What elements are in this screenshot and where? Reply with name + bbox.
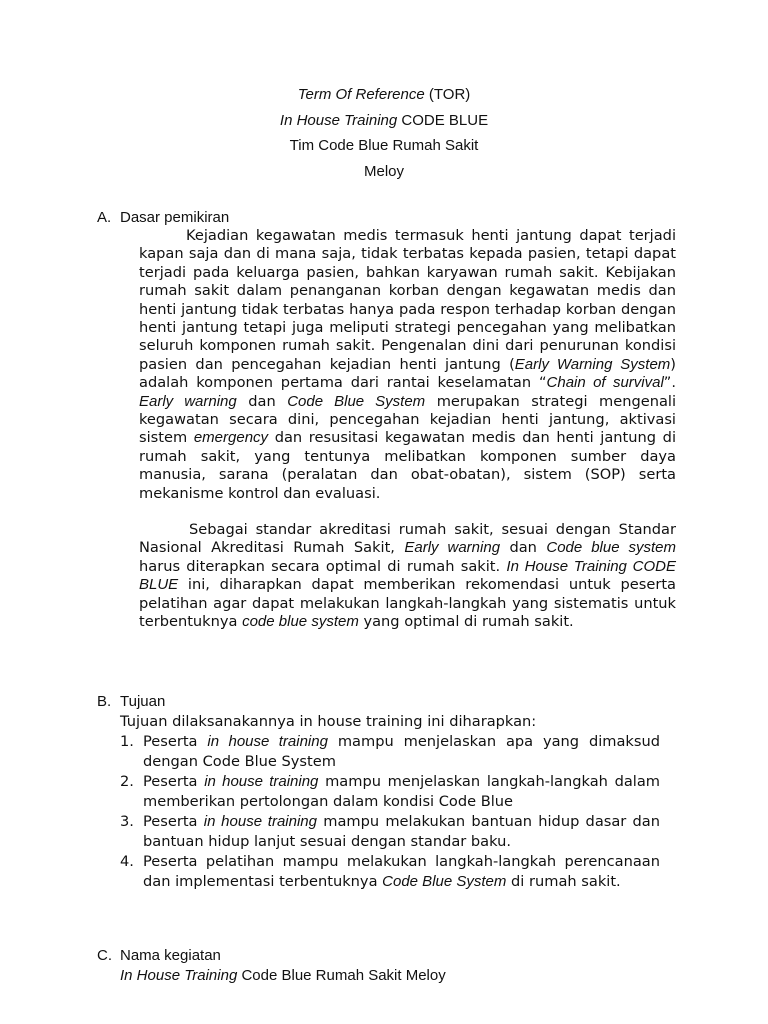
- goal-text: mampu melakukan bantuan hidup dasar dan bantuan hidup lanjut sesuai dengan standar baku.: [143, 813, 660, 850]
- p1-text-6: dan resusitasi kegawatan medis dan henti jantung di rumah sakit, yang tentunya melibatkan komponen sumber daya manusia, sarana (peralatan dan obat-obatan), sistem (SOP) serta mekanisme kontrol dan evaluasi.: [139, 429, 677, 502]
- section-a-heading: [97, 208, 229, 227]
- section-a-paragraph-2: [139, 521, 676, 631]
- goal-text: Peserta pelatihan mampu melakukan langkah-langkah perencanaan dan implementasi terbentuknya: [143, 853, 660, 890]
- p2-text-4: ini, diharapkan dapat memberikan rekomendasi untuk peserta pelatihan agar dapat melakukan langkah-langkah yang sistematis untuk terbentuknya: [139, 576, 676, 631]
- goal-text: di rumah sakit.: [506, 873, 621, 890]
- goal-item-4: [120, 852, 660, 892]
- p2-text-1: Sebagai standar akreditasi rumah sakit, sesuai dengan Standar Nasional Akreditasi Rumah Sakit,: [139, 521, 676, 557]
- p2-text-5: yang optimal di rumah sakit.: [358, 613, 574, 631]
- title-line-4: Meloy: [363, 162, 404, 180]
- section-b-heading: [97, 692, 165, 711]
- p1-text-1: Kejadian kegawatan medis termasuk henti jantung dapat terjadi kapan saja dan di mana saja, tidak terbatas kepada pasien, tetapi dapat terjadi pada keluarga pasien, bahkan karyawan rumah sakit. Kebijakan rumah sakit dalam penanganan korban dengan kegawatan medis dan henti jantung tidak terbatas hanya pada respon terhadap korban dengan henti jantung tetapi juga meliputi strategi pencegahan yang melibatkan seluruh komponen rumah sakit. Pengenalan dini dari penurunan kondisi pasien dan pencegahan kejadian henti jantung (: [139, 227, 676, 373]
- p1-text-3: ”.: [663, 374, 676, 392]
- goal-italic: in house training: [203, 813, 317, 830]
- title-line-1: [0, 84, 768, 110]
- goal-text: mampu menjelaskan langkah-langkah dalam memberikan pertolongan dalam kondisi Code Blue: [143, 773, 660, 810]
- section-c-letter: C.: [97, 947, 112, 964]
- p1-italic-2: Chain of survival: [546, 374, 664, 392]
- section-c-heading: [97, 946, 221, 965]
- goal-italic: in house training: [207, 733, 328, 750]
- document-title: [0, 84, 768, 186]
- goal-text: Peserta: [143, 733, 208, 750]
- p2-text-2: dan: [500, 539, 547, 557]
- title-line-1-italic: Term Of Reference: [297, 86, 425, 103]
- goal-number: 1.: [120, 733, 134, 750]
- goal-item-2: [120, 772, 660, 812]
- section-a-title: Dasar pemikiran: [120, 209, 230, 226]
- goal-number: 2.: [120, 773, 134, 790]
- goal-item-1: [120, 732, 660, 772]
- goal-text: Peserta: [143, 773, 205, 790]
- title-line-2-rest: CODE BLUE: [397, 111, 489, 129]
- p2-italic-4: code blue system: [242, 613, 359, 631]
- p1-text-5: merupakan strategi mengenali kegawatan secara dini, pencegahan kejadian henti jantung, aktivasi sistem: [139, 392, 677, 447]
- goal-number: 3.: [120, 813, 134, 830]
- p1-text-4: dan: [236, 392, 288, 410]
- event-name-italic: In House Training: [120, 967, 238, 984]
- p2-italic-3: In House Training CODE BLUE: [139, 557, 676, 594]
- section-c-title: Nama kegiatan: [120, 947, 221, 964]
- section-a-paragraph-1: [139, 227, 676, 503]
- event-name: [120, 966, 446, 985]
- section-b-letter: B.: [97, 693, 112, 710]
- title-line-1-rest: (TOR): [424, 86, 471, 103]
- section-a-letter: A.: [97, 209, 112, 226]
- p1-italic-4: Code Blue System: [287, 392, 426, 410]
- goal-italic: in house training: [204, 773, 319, 790]
- p1-italic-3: Early warning: [139, 392, 237, 410]
- section-b-lead: Tujuan dilaksanakannya in house training ini diharapkan:: [120, 713, 537, 730]
- p2-italic-2: Code blue system: [546, 539, 677, 557]
- title-line-2-italic: In House Training: [279, 111, 398, 129]
- p2-text-3: harus diterapkan secara optimal di rumah sakit.: [139, 557, 507, 575]
- goal-item-3: [120, 812, 660, 852]
- p2-italic-1: Early warning: [404, 539, 501, 557]
- title-line-2: [0, 110, 768, 136]
- goals-list: [120, 732, 660, 892]
- p1-italic-1: Early Warning System: [514, 355, 671, 373]
- goal-text: Peserta: [143, 813, 204, 830]
- title-line-3: Tim Code Blue Rumah Sakit: [289, 137, 479, 154]
- event-name-rest: Code Blue Rumah Sakit Meloy: [237, 967, 446, 984]
- goal-italic: Code Blue System: [382, 873, 507, 890]
- goal-text: mampu menjelaskan apa yang dimaksud dengan Code Blue System: [143, 733, 660, 770]
- section-b-title: Tujuan: [120, 693, 166, 710]
- p1-text-2: ) adalah komponen pertama dari rantai keselamatan “: [139, 355, 676, 392]
- p1-italic-5: emergency: [193, 429, 269, 447]
- goal-number: 4.: [120, 853, 134, 870]
